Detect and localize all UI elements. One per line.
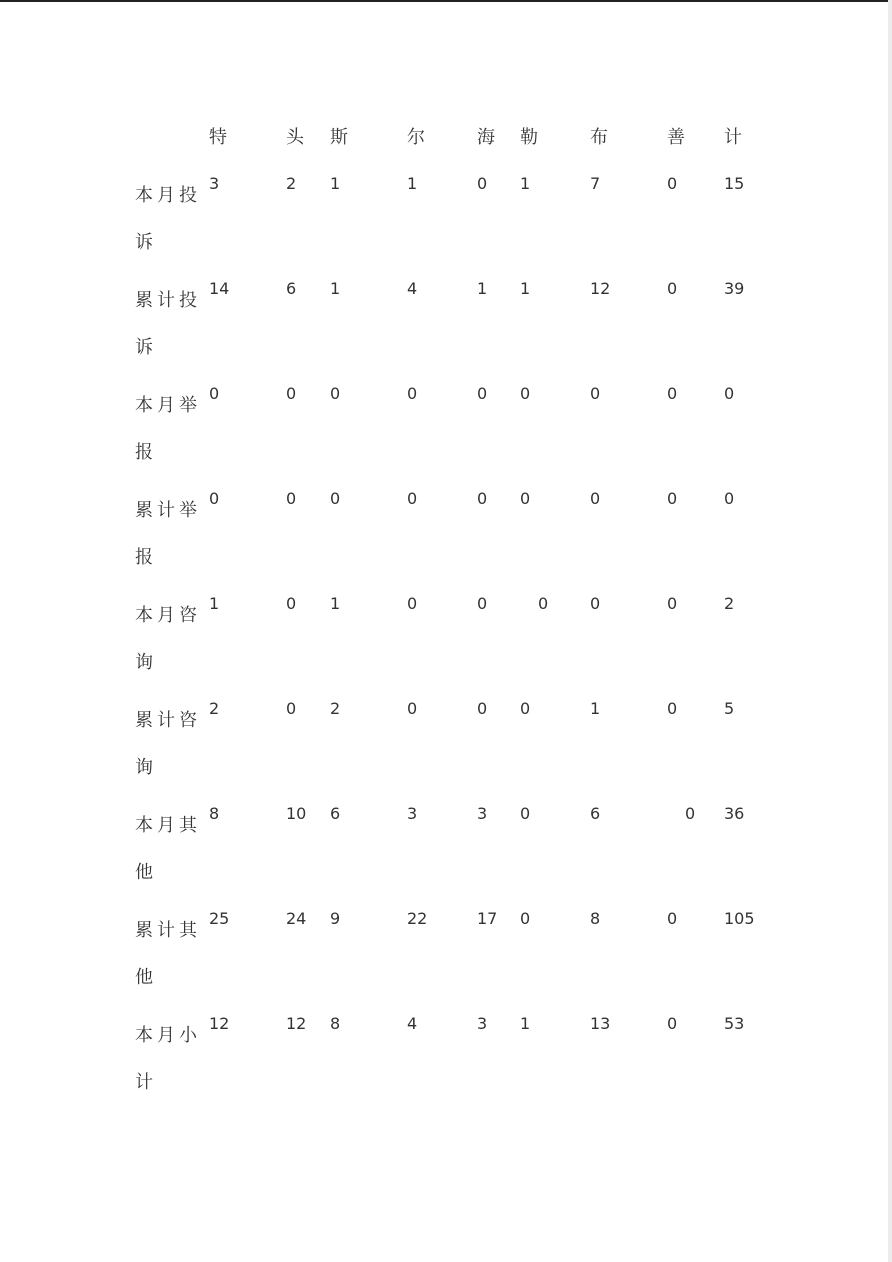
table-cell: 2 xyxy=(724,594,735,613)
table-cell: 13 xyxy=(590,1014,611,1033)
table-cell: 0 xyxy=(667,384,678,403)
column-header: 计 xyxy=(724,127,742,148)
table-cell: 4 xyxy=(407,279,418,298)
table-cell: 25 xyxy=(209,909,230,928)
row-label: 本月其他 xyxy=(135,815,201,883)
table-cell: 0 xyxy=(590,384,601,403)
table-cell: 8 xyxy=(209,804,220,823)
table-cell: 1 xyxy=(520,279,531,298)
right-border xyxy=(888,0,892,1262)
top-border xyxy=(0,0,892,2)
column-header: 头 xyxy=(286,127,304,148)
table-cell: 1 xyxy=(407,174,418,193)
row-label: 本月投诉 xyxy=(135,185,201,253)
table-cell: 1 xyxy=(330,174,341,193)
table-cell: 12 xyxy=(590,279,611,298)
table-cell: 0 xyxy=(407,489,418,508)
table-cell: 5 xyxy=(724,699,735,718)
table-cell: 0 xyxy=(477,699,488,718)
table-cell: 2 xyxy=(286,174,297,193)
table-cell: 2 xyxy=(330,699,341,718)
table-cell: 0 xyxy=(520,699,531,718)
table-cell: 0 xyxy=(667,909,678,928)
table-cell: 0 xyxy=(667,1014,678,1033)
table-cell: 0 xyxy=(667,174,678,193)
column-header: 善 xyxy=(667,127,685,148)
table-cell: 3 xyxy=(209,174,220,193)
table-cell: 7 xyxy=(590,174,601,193)
table-cell: 2 xyxy=(209,699,220,718)
table-cell: 1 xyxy=(209,594,220,613)
row-label: 本月举报 xyxy=(135,395,201,463)
table-cell: 0 xyxy=(520,909,531,928)
table-cell: 1 xyxy=(520,1014,531,1033)
table-cell: 24 xyxy=(286,909,307,928)
table-cell: 12 xyxy=(209,1014,230,1033)
table-cell: 3 xyxy=(477,1014,488,1033)
table-cell: 0 xyxy=(477,594,488,613)
table-cell: 1 xyxy=(590,699,601,718)
row-label: 累计咨询 xyxy=(135,710,201,778)
table-cell: 8 xyxy=(330,1014,341,1033)
table-cell: 0 xyxy=(520,489,531,508)
table-cell: 0 xyxy=(590,594,601,613)
table-cell: 6 xyxy=(330,804,341,823)
table-cell: 0 xyxy=(724,489,735,508)
table-cell: 12 xyxy=(286,1014,307,1033)
table-cell: 9 xyxy=(330,909,341,928)
table-cell: 0 xyxy=(209,489,220,508)
table-cell: 6 xyxy=(590,804,601,823)
column-header: 特 xyxy=(209,127,227,148)
table-cell: 1 xyxy=(477,279,488,298)
table-cell: 4 xyxy=(407,1014,418,1033)
table-cell: 0 xyxy=(667,279,678,298)
table-cell: 0 xyxy=(407,384,418,403)
table-cell: 0 xyxy=(667,699,678,718)
table-cell: 1 xyxy=(330,279,341,298)
column-header: 斯 xyxy=(330,127,348,148)
row-label: 累计其他 xyxy=(135,920,201,988)
table-cell: 3 xyxy=(407,804,418,823)
table-cell: 0 xyxy=(286,489,297,508)
table-cell: 10 xyxy=(286,804,307,823)
table-cell: 15 xyxy=(724,174,745,193)
table-cell: 0 xyxy=(477,174,488,193)
table-cell: 0 xyxy=(330,489,341,508)
table-cell: 1 xyxy=(330,594,341,613)
column-header: 尔 xyxy=(407,127,425,148)
row-label: 本月小计 xyxy=(135,1025,201,1093)
table-cell: 0 xyxy=(685,804,696,823)
table-cell: 0 xyxy=(407,699,418,718)
table-cell: 0 xyxy=(538,594,549,613)
table-cell: 36 xyxy=(724,804,745,823)
table-cell: 39 xyxy=(724,279,745,298)
table-cell: 105 xyxy=(724,909,755,928)
table-cell: 0 xyxy=(520,384,531,403)
table-cell: 22 xyxy=(407,909,428,928)
row-label: 本月咨询 xyxy=(135,605,201,673)
row-label: 累计投诉 xyxy=(135,290,201,358)
table-cell: 53 xyxy=(724,1014,745,1033)
table-cell: 0 xyxy=(330,384,341,403)
table-cell: 0 xyxy=(286,384,297,403)
table-cell: 6 xyxy=(286,279,297,298)
table-cell: 14 xyxy=(209,279,230,298)
table-cell: 0 xyxy=(667,594,678,613)
table-cell: 3 xyxy=(477,804,488,823)
table-cell: 0 xyxy=(286,699,297,718)
table-cell: 0 xyxy=(724,384,735,403)
table-cell: 0 xyxy=(407,594,418,613)
table-cell: 0 xyxy=(590,489,601,508)
column-header: 勒 xyxy=(520,127,538,148)
table-cell: 0 xyxy=(209,384,220,403)
table-cell: 0 xyxy=(520,804,531,823)
table-cell: 17 xyxy=(477,909,498,928)
table-cell: 1 xyxy=(520,174,531,193)
row-label: 累计举报 xyxy=(135,500,201,568)
column-header: 布 xyxy=(590,127,608,148)
table-cell: 0 xyxy=(286,594,297,613)
table-cell: 0 xyxy=(477,489,488,508)
table-cell: 0 xyxy=(477,384,488,403)
column-header: 海 xyxy=(477,127,495,148)
table-cell: 8 xyxy=(590,909,601,928)
table-cell: 0 xyxy=(667,489,678,508)
